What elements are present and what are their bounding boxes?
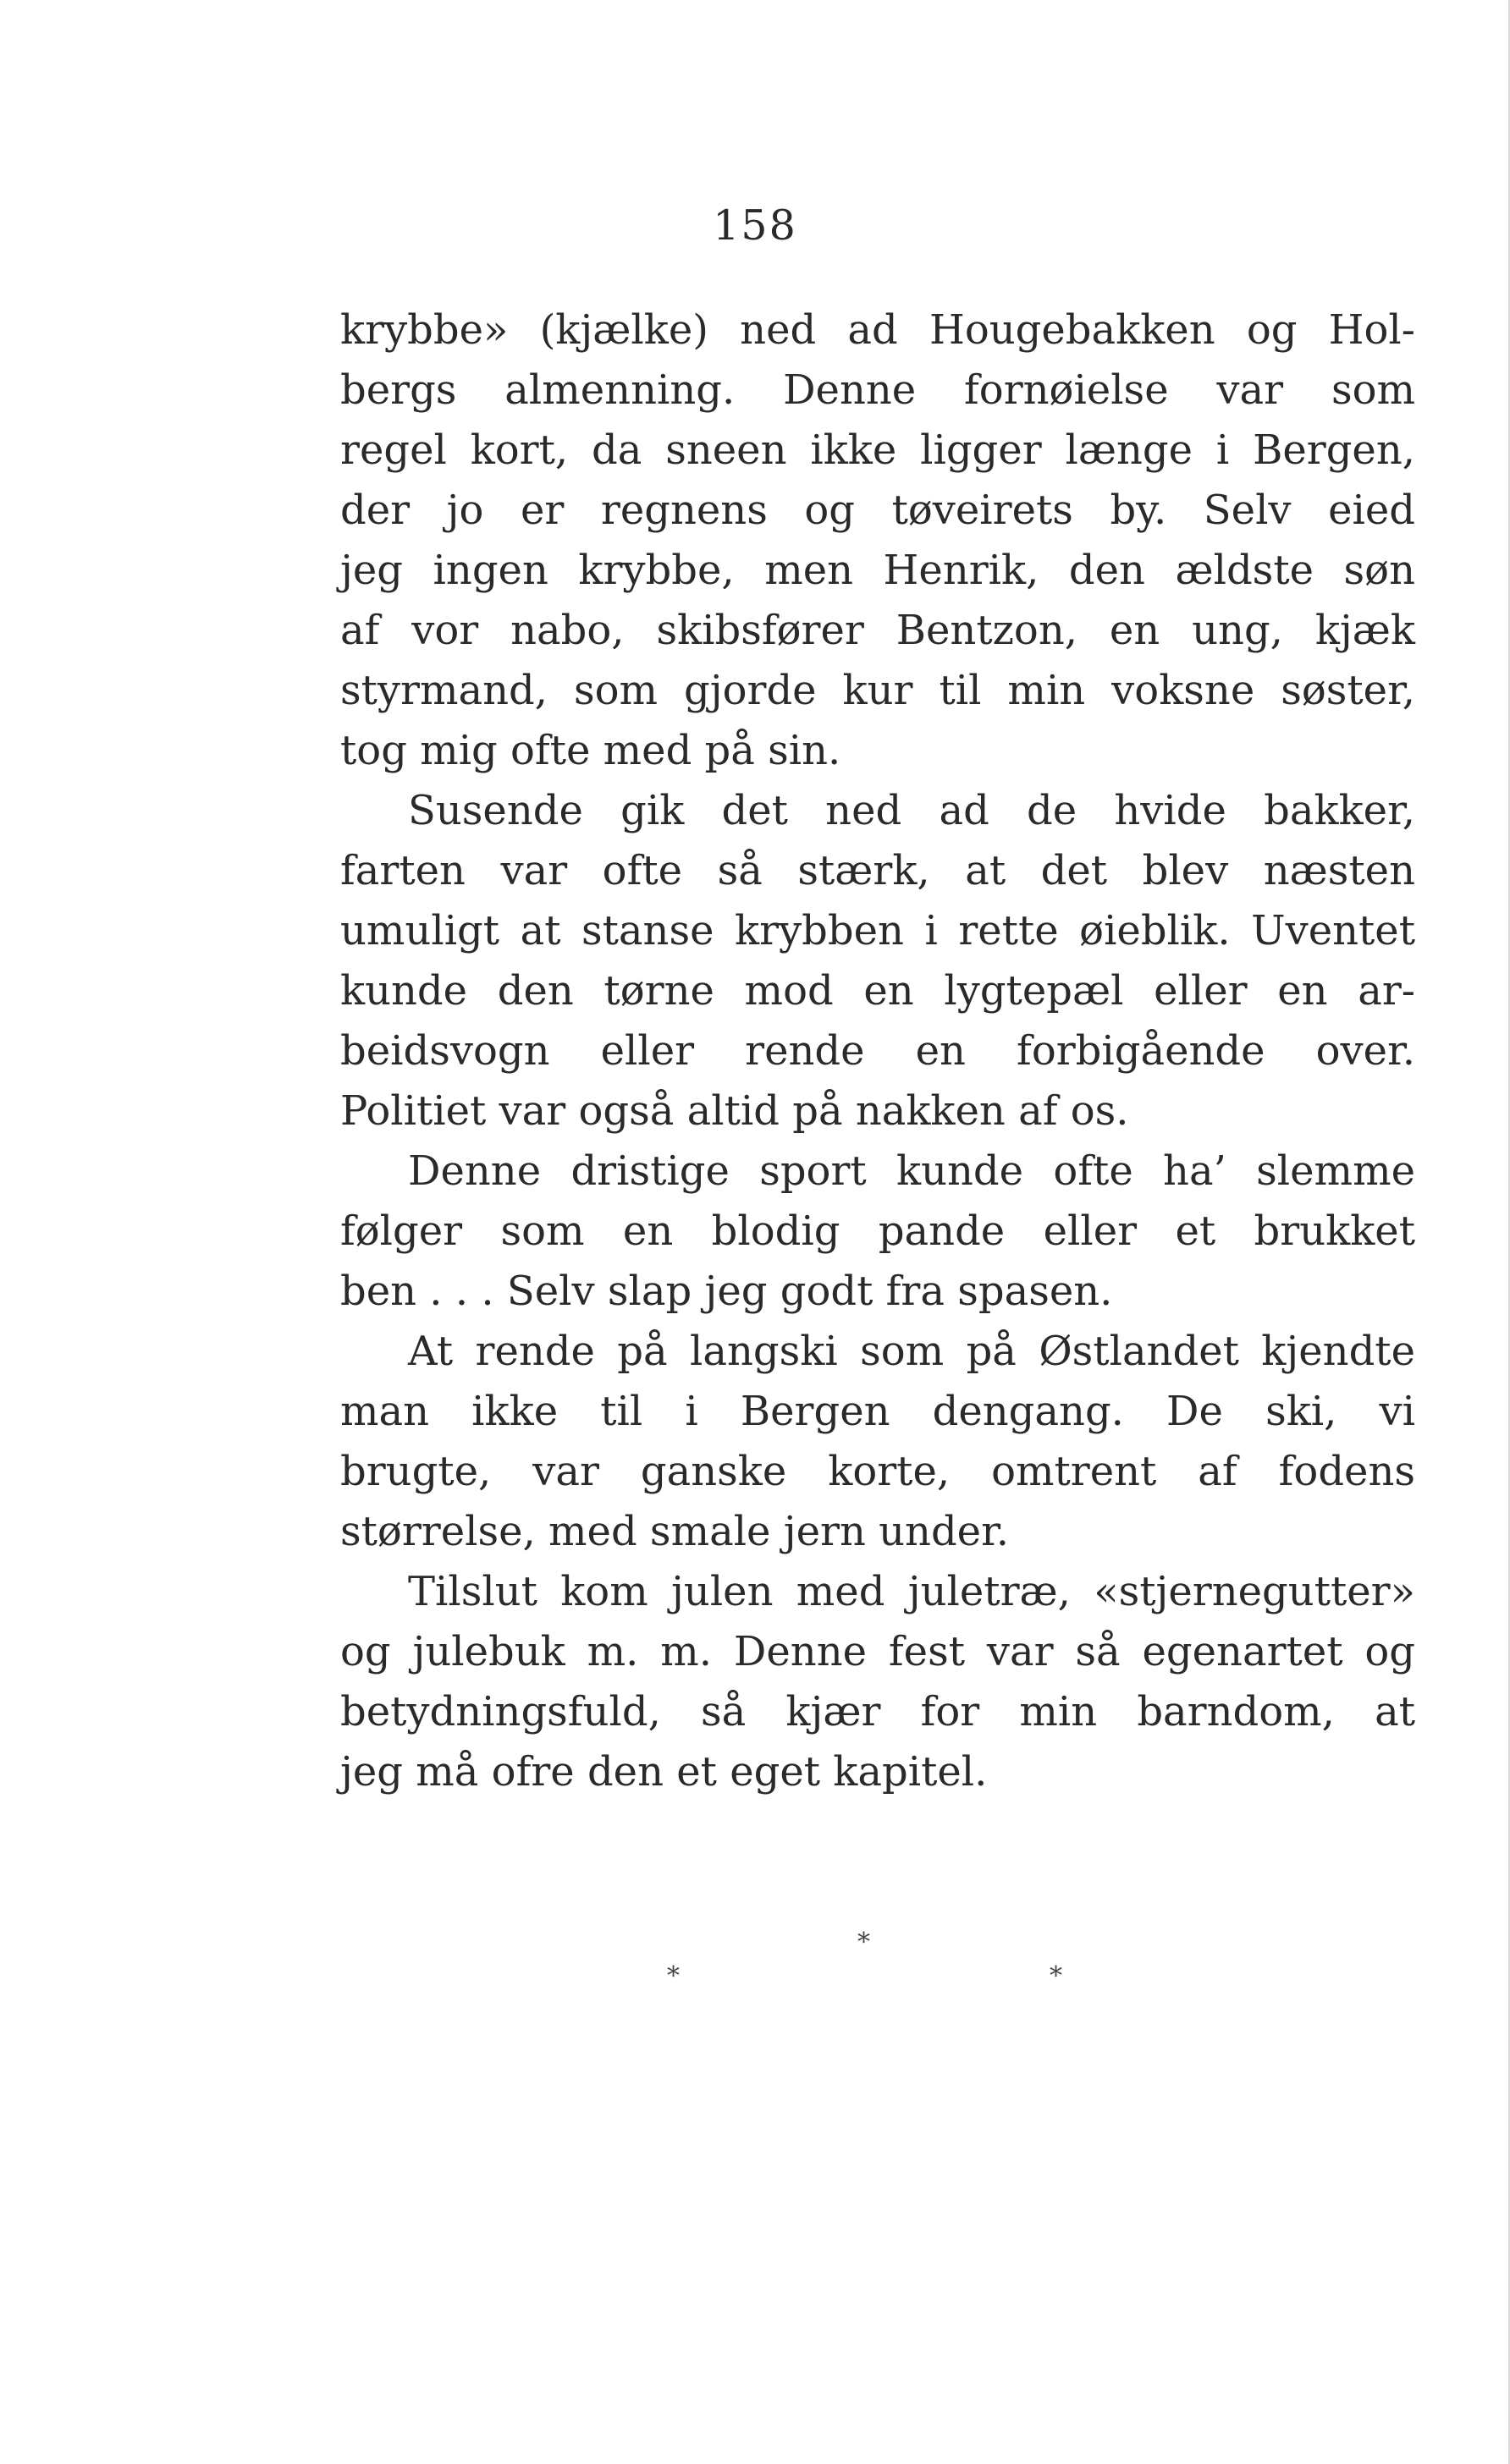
text-line: man ikke til i Bergen dengang. De ski, vi	[340, 1388, 1415, 1435]
asterism-top: *	[857, 1928, 870, 1957]
text-line: bergs almenning. Denne fornøielse var som	[340, 366, 1415, 414]
text-line: Denne dristige sport kunde ofte ha’ slemme	[408, 1147, 1415, 1195]
text-line: beidsvogn eller rende en forbigående over.	[340, 1027, 1415, 1075]
text-line: størrelse, med smale jern under.	[340, 1508, 1010, 1555]
text-line: Tilslut kom julen med juletræ, «stjernegutter»	[408, 1568, 1415, 1615]
body-text	[340, 300, 1415, 1802]
text-line: der jo er regnens og tøveirets by. Selv eied	[340, 487, 1415, 534]
text-line: jeg ingen krybbe, men Henrik, den ældste søn	[340, 547, 1415, 594]
text-line: styrmand, som gjorde kur til min voksne søster,	[340, 667, 1415, 714]
text-line: brugte, var ganske korte, omtrent af fodens	[340, 1448, 1415, 1495]
text-line: At rende på langski som på Østlandet kjendte	[408, 1328, 1415, 1375]
text-line: krybbe» (kjælke) ned ad Hougebakken og Hol-	[340, 306, 1415, 354]
text-line: betydningsfuld, så kjær for min barndom, at	[340, 1688, 1415, 1735]
text-line: regel kort, da sneen ikke ligger længe i Bergen,	[340, 426, 1415, 474]
asterism-left: *	[667, 1961, 680, 1991]
text-line: kunde den tørne mod en lygtepæl eller en ar-	[340, 967, 1415, 1015]
text-line: Susende gik det ned ad de hvide bakker,	[408, 787, 1415, 834]
text-line: jeg må ofre den et eget kapitel.	[340, 1748, 988, 1796]
text-line: ben . . . Selv slap jeg godt fra spasen.	[340, 1268, 1113, 1315]
text-line: umuligt at stanse krybben i rette øieblik. Uventet	[340, 907, 1415, 954]
text-line: følger som en blodig pande eller et brukket	[340, 1207, 1415, 1255]
text-line: Politiet var også altid på nakken af os.	[340, 1087, 1129, 1135]
text-line: og julebuk m. m. Denne fest var så egenartet og	[340, 1628, 1415, 1675]
text-line: farten var ofte så stærk, at det blev næsten	[340, 847, 1415, 894]
page-number: 158	[713, 201, 797, 250]
text-line: tog mig ofte med på sin.	[340, 727, 841, 774]
text-line: af vor nabo, skibsfører Bentzon, en ung, kjæk	[340, 607, 1415, 654]
asterism-right: *	[1050, 1961, 1062, 1991]
